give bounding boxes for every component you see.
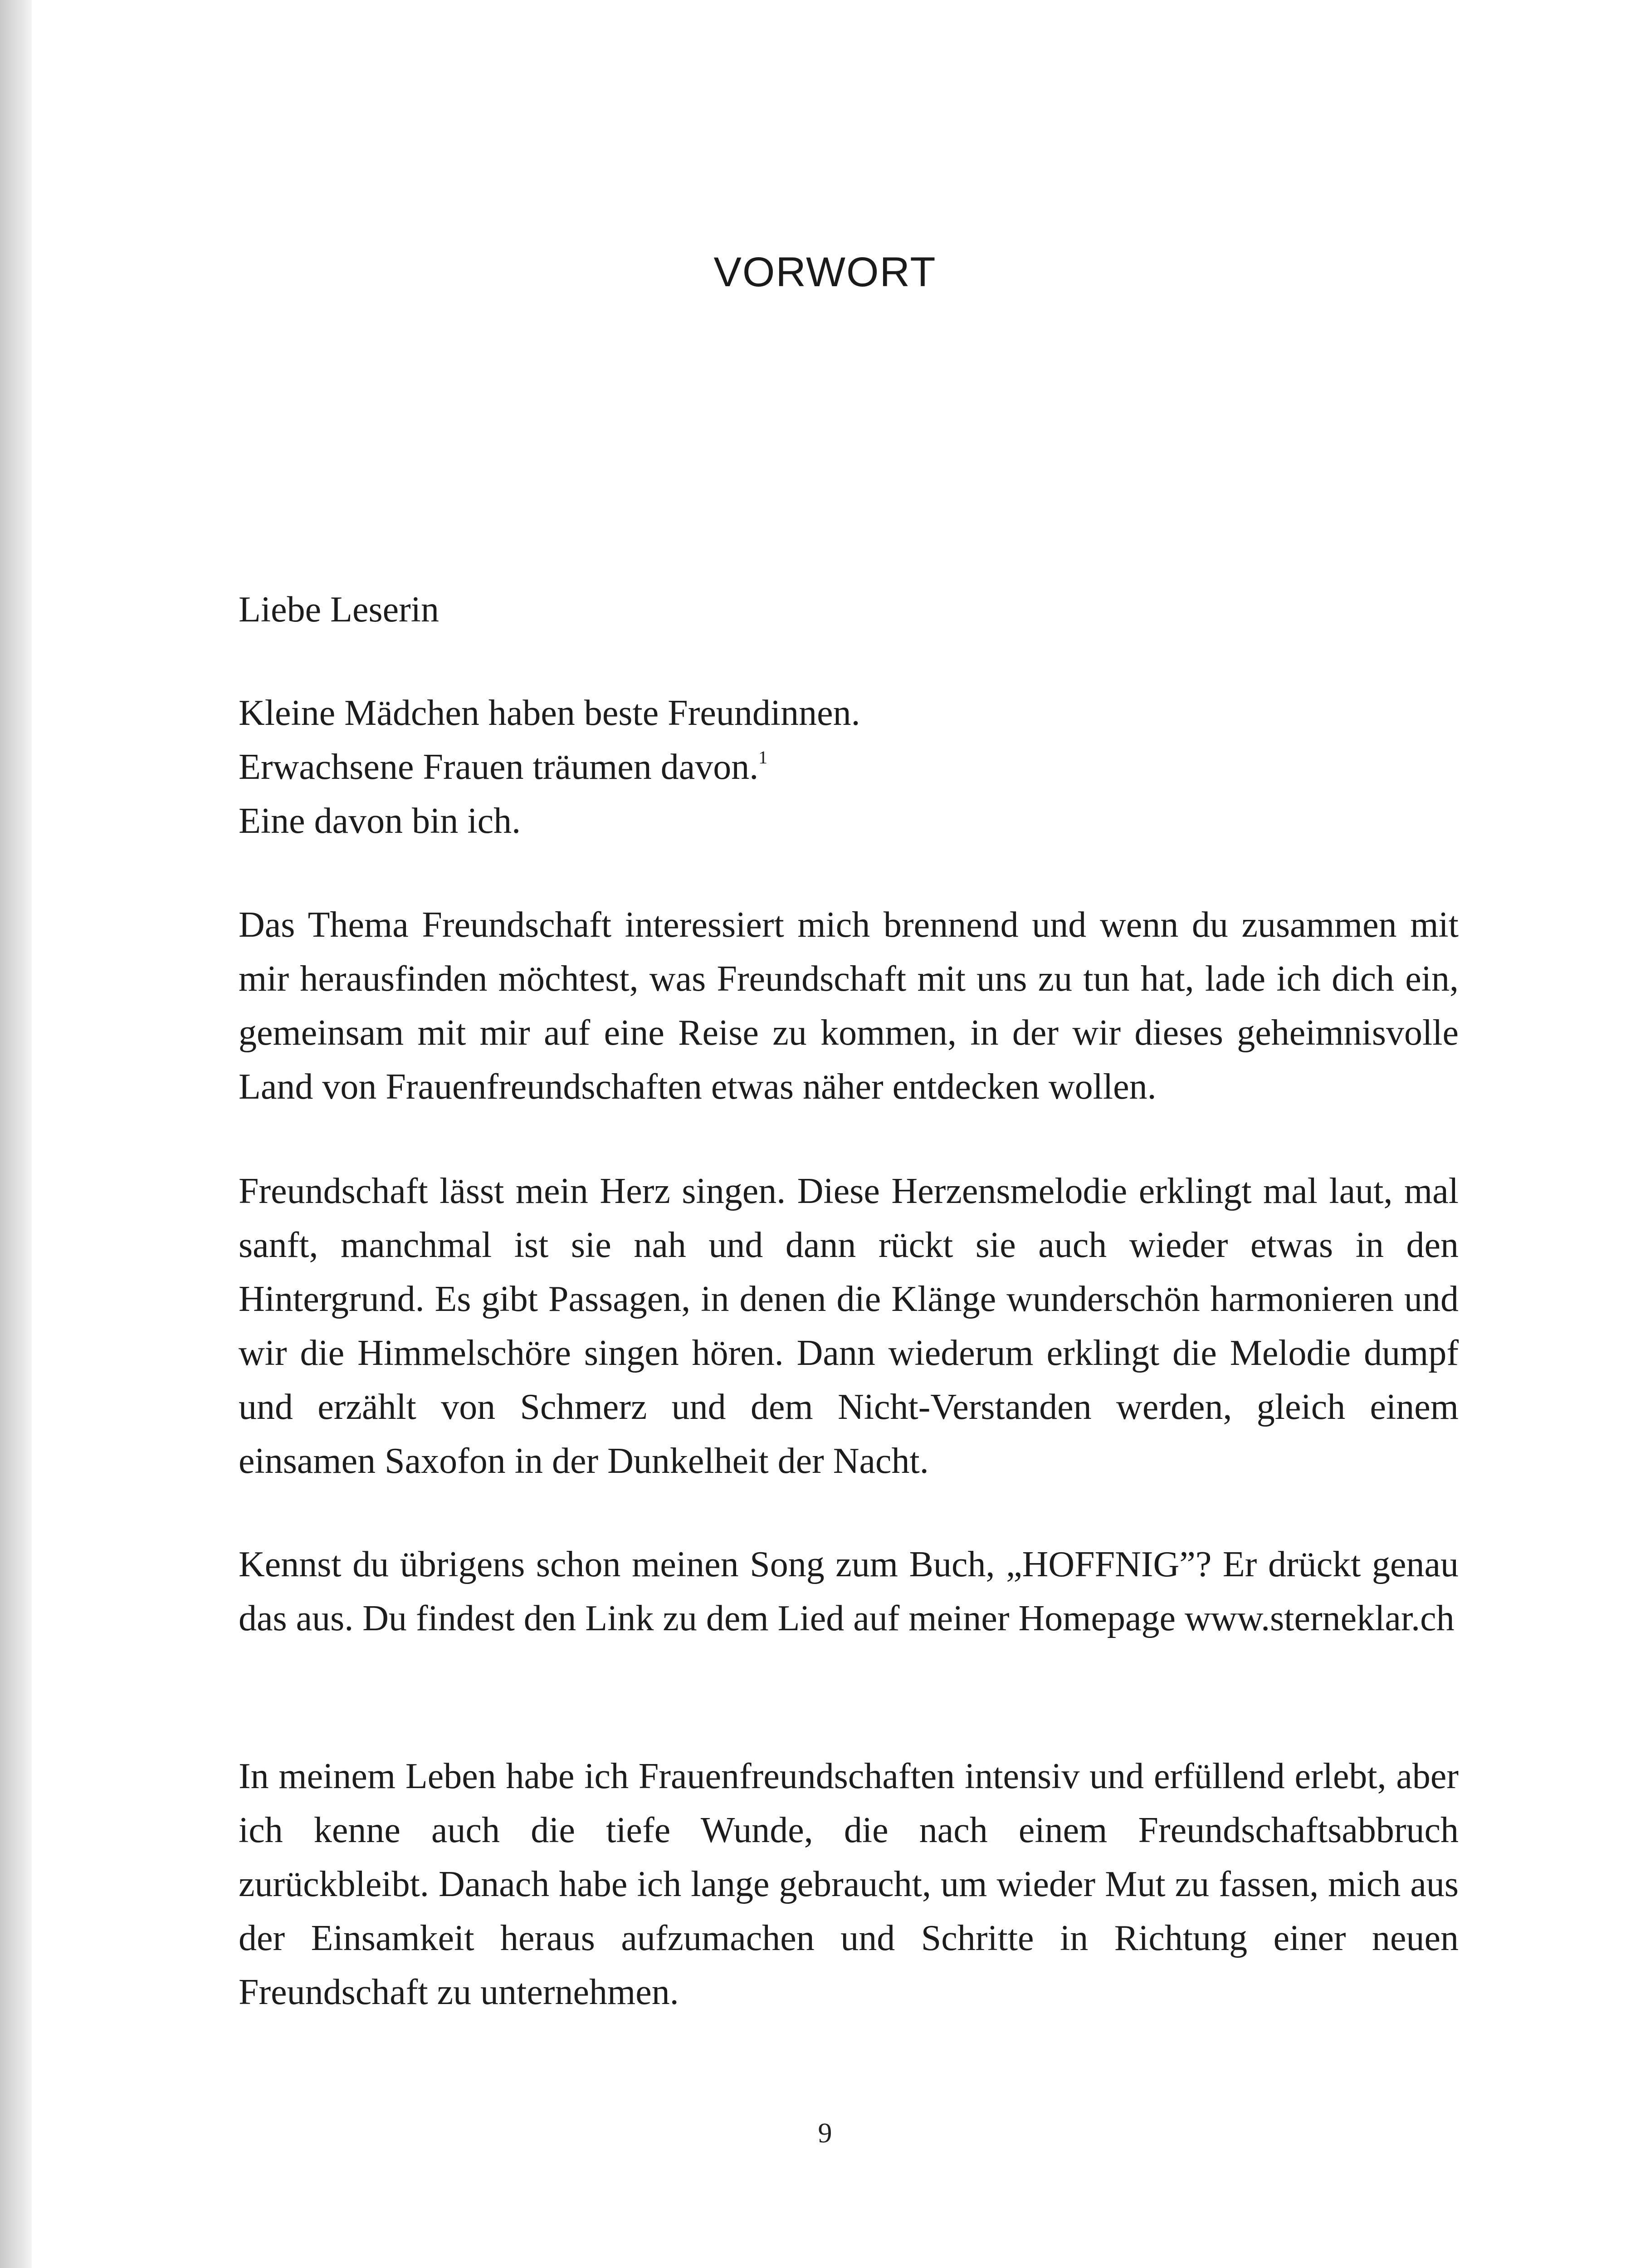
paragraph-1: Das Thema Freundschaft interessiert mich brennend und wenn du zusammen mit mir herausfinden möchtest, was Freundschaft mit uns zu tun hat, lade ich dich ein, gemeinsam mit mir auf eine Reise zu kommen, in der wir dieses geheimnisvolle Land von Frauenfreundschaften etwas näher entdecken wollen. <box>239 905 1459 1107</box>
paragraph-4-block <box>239 1750 1459 2019</box>
footnote-marker: 1 <box>758 747 768 767</box>
paragraph-2-block <box>239 1164 1459 1488</box>
greeting: Liebe Leserin <box>239 590 439 630</box>
paragraph-2: Freundschaft lässt mein Herz singen. Diese Herzensmelodie erklingt mal laut, mal sanft, manchmal ist sie nah und dann rückt sie auch wieder etwas in den Hintergrund. Es gibt Passagen, in denen die Klänge wunderschön harmonieren und wir die Himmelschöre singen hören. Dann wiederum erklingt die Melodie dumpf und erzählt von Schmerz und dem Nicht-Verstanden werden, gleich einem einsamen Saxofon in der Dunkelheit der Nacht. <box>239 1171 1459 1481</box>
paragraph-3-block <box>239 1538 1459 1646</box>
intro-line-2 <box>239 740 1459 794</box>
page-number: 9 <box>818 2118 832 2149</box>
intro-line-3: Eine davon bin ich. <box>239 801 521 841</box>
paragraph-1-block <box>239 898 1459 1114</box>
paragraph-3: Kennst du übrigens schon meinen Song zum Buch, „HOFFNIG”? Er drückt genau das aus. Du findest den Link zu dem Lied auf meiner Homepage www.sterneklar.ch <box>239 1545 1459 1638</box>
page-spine-shadow <box>0 0 32 2268</box>
intro-line-2-text: Erwachsene Frauen träumen davon. <box>239 747 759 787</box>
paragraph-4: In meinem Leben habe ich Frauenfreundschaften intensiv und erfüllend erlebt, aber ich kenne auch die tiefe Wunde, die nach einem Freundschaftsabbruch zurückbleibt. Danach habe ich lange gebraucht, um wieder Mut zu fassen, mich aus der Einsamkeit heraus aufzumachen und Schritte in Richtung einer neuen Freundschaft zu unternehmen. <box>239 1756 1459 2012</box>
greeting-block <box>239 583 1459 637</box>
intro-block <box>239 686 1459 848</box>
chapter-title: VORWORT <box>713 249 937 295</box>
intro-line-1: Kleine Mädchen haben beste Freundinnen. <box>239 693 860 733</box>
